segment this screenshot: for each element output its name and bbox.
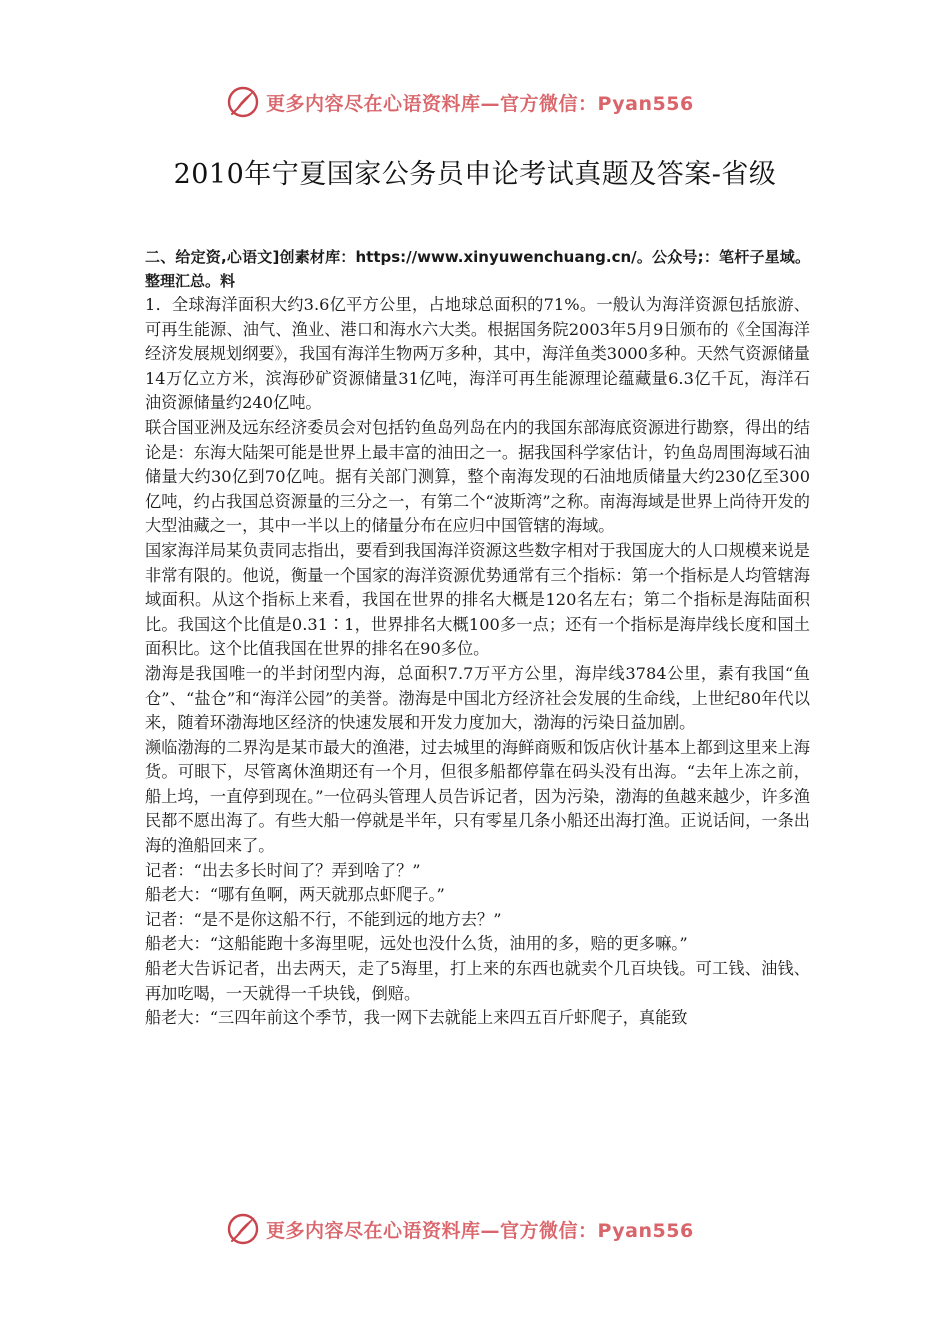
dialogue-line-2: 船老大：“哪有鱼啊，两天就那点虾爬子。” xyxy=(145,885,445,905)
paragraph-3: 国家海洋局某负责同志指出，要看到我国海洋资源这些数字相对于我国庞大的人口规模来说是非常有限的。他说，衡量一个国家的海洋资源优势通常有三个指标：第一个指标是人均管辖海域面积。从这个指标上来看，我国在世界的排名大概是120名左右；第二个指标是海陆面积比。我国这个比值是0.31∶1，世界排名大概100多一点；还有一个指标是海岸线长度和国土面积比。这个比值我国在世界的排名在90多位。 xyxy=(145,540,810,659)
paragraph-6: 船老大告诉记者，出去两天，走了5海里，打上来的东西也就卖个几百块钱。可工钱、油钱、再加吃喝，一天就得一千块钱，倒赔。 xyxy=(145,959,810,1003)
footer-banner-text: 更多内容尽在心语资料库—官方微信：Pyan556 xyxy=(266,1219,694,1242)
footer-banner xyxy=(226,1212,694,1246)
document-body xyxy=(145,245,810,1031)
dialogue-line-3: 记者：“是不是你这船不行，不能到远的地方去？” xyxy=(145,909,502,929)
dialogue-line-1: 记者：“出去多长时间了？弄到啥了？” xyxy=(145,860,421,880)
paragraph-5: 濒临渤海的二界沟是某市最大的渔港，过去城里的海鲜商贩和饭店伙计基本上都到这里来上海货。可眼下，尽管离休渔期还有一个月，但很多船都停靠在码头没有出海。“去年上冻之前，船上坞，一直停到现在。”一位码头管理人员告诉记者，因为污染，渤海的鱼越来越少，许多渔民都不愿出海了。有些大船一停就是半年，只有零星几条小船还出海打渔。正说话间，一条出海的渔船回来了。 xyxy=(145,737,810,856)
feather-logo-icon xyxy=(226,1212,260,1246)
paragraph-1: 1．全球海洋面积大约3.6亿平方公里，占地球总面积的71%。一般认为海洋资源包括旅游、可再生能源、油气、渔业、港口和海水六大类。根据国务院2003年5月9日颁布的《全国海洋经济发展规划纲要》，我国有海洋生物两万多种，其中，海洋鱼类3000多种。天然气资源储量14万亿立方米，滨海砂矿资源储量31亿吨，海洋可再生能源理论蕴藏量6.3亿千瓦，海洋石油资源储量约240亿吨。 xyxy=(145,295,810,413)
paragraph-4: 渤海是我国唯一的半封闭型内海，总面积7.7万平方公里，海岸线3784公里，素有我国“鱼仓”、“盐仓”和“海洋公园”的美誉。渤海是中国北方经济社会发展的生命线，上世纪80年代以来，随着环渤海地区经济的快速发展和开发力度加大，渤海的污染日益加剧。 xyxy=(145,663,810,733)
feather-logo-icon xyxy=(226,85,260,119)
section-heading: 二、给定资,心语文]创素材库：https://www.xinyuwenchuang.cn/。公众号;：笔杆子星域。整理汇总。料 xyxy=(145,248,810,290)
document-title: 2010年宁夏国家公务员申论考试真题及答案-省级 xyxy=(173,159,777,190)
header-banner xyxy=(226,85,694,119)
header-banner-text: 更多内容尽在心语资料库—官方微信：Pyan556 xyxy=(266,92,694,115)
paragraph-2: 联合国亚洲及远东经济委员会对包括钓鱼岛列岛在内的我国东部海底资源进行勘察，得出的结论是：东海大陆架可能是世界上最丰富的油田之一。据我国科学家估计，钓鱼岛周围海域石油储量大约30亿到70亿吨。据有关部门测算，整个南海发现的石油地质储量大约230亿至300亿吨，约占我国总资源量的三分之一，有第二个“波斯湾”之称。南海海域是世界上尚待开发的大型油藏之一，其中一半以上的储量分布在应归中国管辖的海域。 xyxy=(145,417,810,536)
dialogue-line-4: 船老大：“这船能跑十多海里呢，远处也没什么货，油用的多，赔的更多嘛。” xyxy=(145,934,688,954)
dialogue-line-5: 船老大：“三四年前这个季节，我一网下去就能上来四五百斤虾爬子，真能致 xyxy=(145,1008,688,1028)
